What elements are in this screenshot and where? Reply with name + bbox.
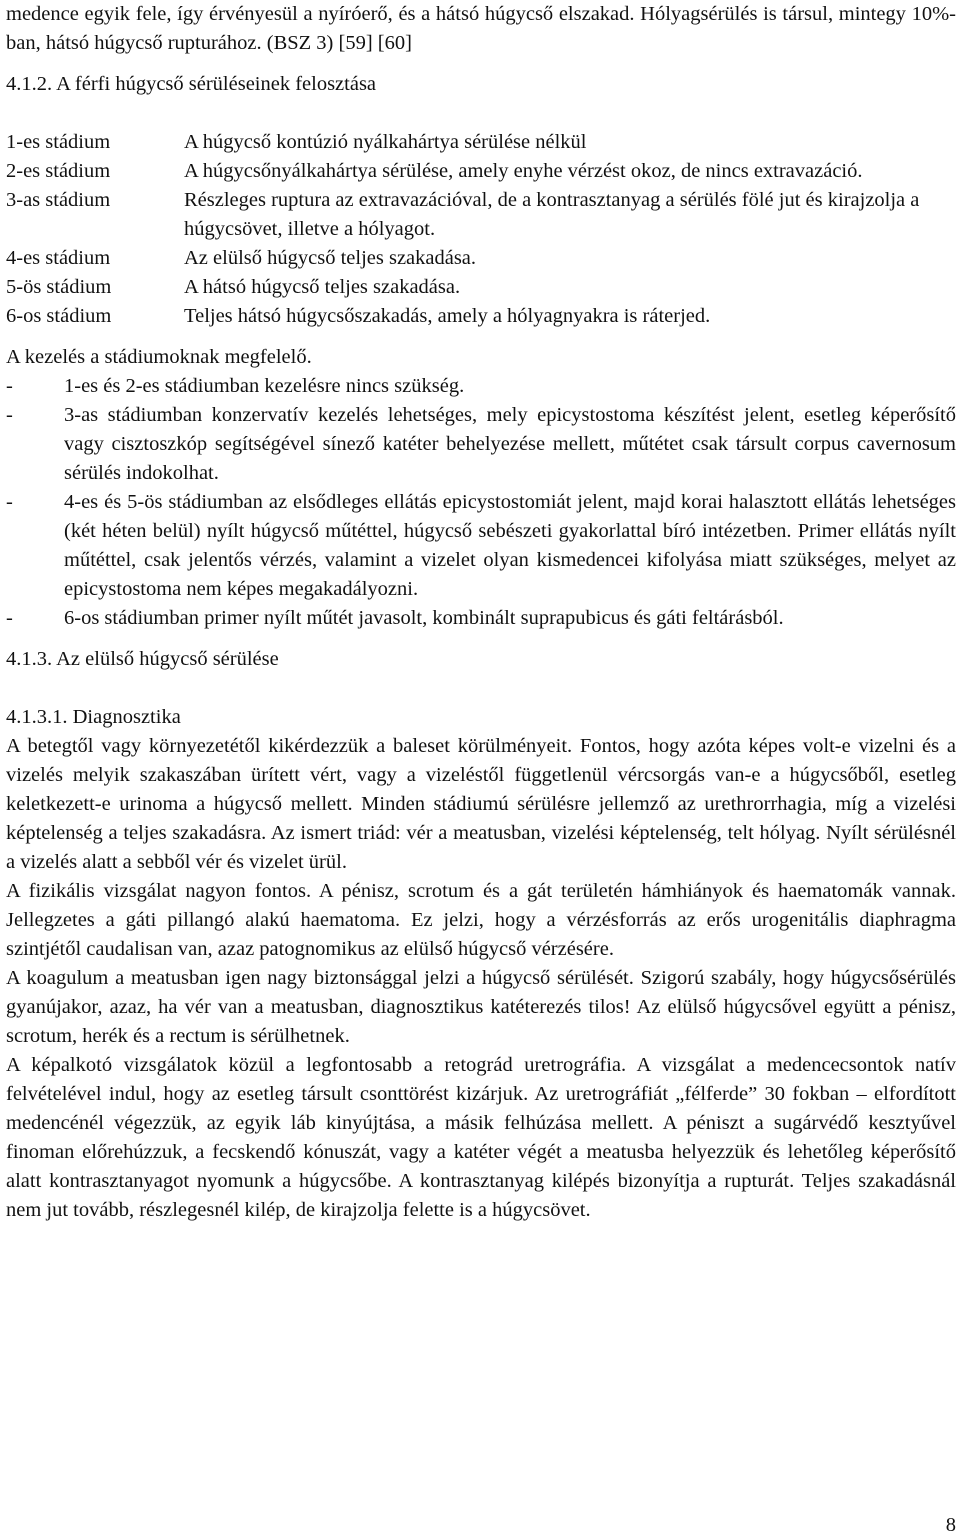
stage-label: 5-ös stádium xyxy=(6,276,112,298)
stage-description: Részleges ruptura az extravazációval, de a kontrasztanyag a sérülés fölé jut és kirajzolja a húgycsövet, illetve a hólyagot. xyxy=(184,189,920,240)
section-heading-4131: 4.1.3.1. Diagnosztika xyxy=(6,706,181,728)
bullet-item xyxy=(6,372,956,401)
stage-label: 1-es stádium xyxy=(6,131,111,153)
bullet-text: 4-es és 5-ös stádiumban az elsődleges ellátás epicystostomiát jelent, majd korai halasztott ellátás lehetséges (két héten belül) nyílt húgycső műtéttel, húgycső sebészeti gyakorlattal bíró intézetben. Primer ellátás nyílt műtéttel, csak jelentős vérzés, valamint a vizelet olyan kismedencei kifolyása miatt szükséges, melyet az epicystostoma nem képes megakadályozni. xyxy=(64,491,956,600)
page-number: 8 xyxy=(945,1514,956,1536)
bullet-dash: - xyxy=(6,375,13,397)
document-page xyxy=(6,0,956,1225)
section-heading-413: 4.1.3. Az elülső húgycső sérülése xyxy=(6,648,279,670)
body-paragraph: A koagulum a meatusban igen nagy biztonsággal jelzi a húgycső sérülését. Szigorú szabály, hogy húgycsősérülés gyanújakor, azaz, ha vér van a meatusban, diagnosztikus katéterezés tilos! Az elülső húgycsővel együtt a pénisz, scrotum, herék és a rectum is sérülhetnek. xyxy=(6,967,956,1047)
stage-description: Teljes hátsó húgycsőszakadás, amely a hólyagnyakra is ráterjed. xyxy=(184,305,711,327)
intro-paragraph: medence egyik fele, így érvényesül a nyíróerő, és a hátsó húgycső elszakad. Hólyagsérülés is társul, mintegy 10%-ban, hátsó húgycső rupturához. (BSZ 3) [59] [60] xyxy=(6,3,956,54)
section-heading-412: 4.1.2. A férfi húgycső sérüléseinek felosztása xyxy=(6,73,377,95)
spacer xyxy=(6,633,956,645)
stage-label: 2-es stádium xyxy=(6,160,111,182)
spacer xyxy=(6,674,956,703)
bullet-item xyxy=(6,488,956,604)
spacer xyxy=(6,331,956,343)
spacer xyxy=(6,99,956,128)
stage-description: A hátsó húgycső teljes szakadása. xyxy=(184,276,461,298)
bullet-item xyxy=(6,401,956,488)
bullet-item xyxy=(6,604,956,633)
bullet-dash: - xyxy=(6,404,13,426)
bullet-text: 6-os stádiumban primer nyílt műtét javasolt, kombinált suprapubicus és gáti feltárásból. xyxy=(64,607,784,629)
bullet-text: 3-as stádiumban konzervatív kezelés lehetséges, mely epicystostoma készítést jelent, esetleg képerősítő vagy cisztoszkóp segítségével sínező katéter behelyezése mellett, műtétet csak társult corpus cavernosum sérülés indokolhat. xyxy=(64,404,956,484)
bullet-dash: - xyxy=(6,491,13,513)
bullet-dash: - xyxy=(6,607,13,629)
body-paragraph: A képalkotó vizsgálatok közül a legfontosabb a retográd uretrográfia. A vizsgálat a medencecsontok natív felvételével indul, hogy az esetleg társult csonttörést kizárjuk. Az uretrográfiát „félferde” 30 fokban – elfordított medencénél végezzük, az egyik láb kinyújtása, a másik felhúzása mellett. A péniszt a sugárvédő kesztyűvel finoman előrehúzzuk, a fecskendő kónuszát, vagy a katéter végét a meatusba helyezzük és lehetőleg képerősítő alatt kontrasztanyagot nyomunk a húgycsőbe. A kontrasztanyag kilépés bizonyítja a rupturát. Teljes szakadásnál nem jut tovább, részlegesnél kilép, de kirajzolja felette is a húgycsövet. xyxy=(6,1054,956,1221)
stage-table xyxy=(6,128,956,331)
stage-description: A húgycső kontúzió nyálkahártya sérülése nélkül xyxy=(184,131,587,153)
bullet-text: 1-es és 2-es stádiumban kezelésre nincs szükség. xyxy=(64,375,465,397)
treatment-intro: A kezelés a stádiumoknak megfelelő. xyxy=(6,346,312,368)
stage-description: A húgycsőnyálkahártya sérülése, amely enyhe vérzést okoz, de nincs extravazáció. xyxy=(184,160,863,182)
spacer xyxy=(6,58,956,70)
stage-label: 3-as stádium xyxy=(6,189,111,211)
stage-description: Az elülső húgycső teljes szakadása. xyxy=(184,247,477,269)
stage-label: 6-os stádium xyxy=(6,305,112,327)
body-paragraph: A fizikális vizsgálat nagyon fontos. A pénisz, scrotum és a gát területén hámhiányok és haematomák vannak. Jellegzetes a gáti pillangó alakú haematoma. Ez jelzi, hogy a vérzésforrás az erős urogenitális diaphragma szintjétől caudalisan van, azaz patognomikus az elülső húgycső vérzésére. xyxy=(6,880,956,960)
stage-label: 4-es stádium xyxy=(6,247,111,269)
body-paragraph: A betegtől vagy környezetétől kikérdezzük a baleset körülményeit. Fontos, hogy azóta képes volt-e vizelni és a vizelés melyik szakaszában ürített vért, vagy a vizeléstől függetlenül vércsorgás van-e a húgycsőből, esetleg keletkezett-e urinoma a húgycső mellett. Minden stádiumú sérülésre jellemző az urethrorrhagia, míg a vizelési képtelenség a teljes szakadásra. Az ismert triád: vér a meatusban, vizelési képtelenség, telt hólyag. Nyílt sérülésnél a vizelés alatt a sebből vér és vizelet ürül. xyxy=(6,735,956,873)
